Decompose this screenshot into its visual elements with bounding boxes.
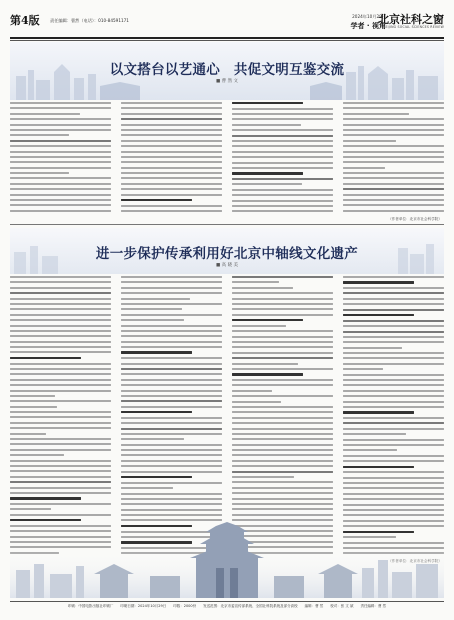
text-line <box>10 443 111 445</box>
text-line <box>10 325 111 327</box>
masthead-english: BEIJING SOCIAL SCIENCES REVIEW <box>383 25 444 29</box>
article2-column-4 <box>343 276 444 558</box>
text-line <box>232 113 333 115</box>
article2-banner <box>10 228 444 274</box>
text-line <box>343 309 444 311</box>
text-line <box>121 177 222 179</box>
text-line <box>232 281 279 283</box>
text-line <box>10 470 111 472</box>
text-line <box>121 140 222 142</box>
text-line <box>232 156 333 158</box>
text-line <box>343 509 444 511</box>
article2-column-1 <box>10 276 111 558</box>
text-line <box>343 276 444 278</box>
article1-body <box>10 102 444 216</box>
text-line <box>10 373 111 375</box>
text-line <box>121 167 222 169</box>
text-line <box>343 498 444 500</box>
text-line <box>232 384 333 386</box>
text-line <box>10 411 111 413</box>
text-line <box>343 298 444 300</box>
text-line <box>10 161 111 163</box>
text-line <box>232 492 333 494</box>
text-line <box>121 314 222 316</box>
text-line <box>343 107 444 109</box>
text-line <box>10 314 111 316</box>
text-line <box>121 438 184 440</box>
text-line <box>10 298 111 300</box>
text-line <box>232 145 333 147</box>
text-line <box>343 292 444 294</box>
text-line <box>232 406 333 408</box>
text-line <box>232 465 333 467</box>
article1-column-1 <box>10 102 111 216</box>
article2-column-3 <box>232 276 333 558</box>
text-line <box>232 422 333 424</box>
text-line <box>232 460 333 462</box>
text-line <box>343 390 444 392</box>
text-line <box>121 287 222 289</box>
text-line <box>10 134 69 136</box>
text-line <box>10 341 111 343</box>
text-line <box>121 373 222 375</box>
text-line <box>10 145 111 147</box>
text-line <box>10 319 111 321</box>
text-line <box>121 493 222 495</box>
text-line <box>121 113 222 115</box>
article1-byline: ■ 曹 然 文 <box>215 79 239 84</box>
text-line <box>343 167 385 169</box>
text-line <box>10 508 51 510</box>
text-line <box>121 482 222 484</box>
text-line <box>343 287 444 289</box>
text-line <box>232 346 333 348</box>
text-line <box>232 352 333 354</box>
text-line <box>232 498 333 500</box>
text-line <box>121 210 222 212</box>
text-line <box>232 298 333 300</box>
text-line <box>343 422 444 424</box>
section-name: 学者 · 视角 <box>350 22 386 30</box>
text-line <box>121 368 222 370</box>
text-line <box>10 400 111 402</box>
text-line <box>10 107 111 109</box>
text-line <box>343 379 444 381</box>
text-line <box>121 498 222 500</box>
text-line <box>121 444 222 446</box>
text-line <box>343 210 444 212</box>
text-line <box>343 331 444 333</box>
text-line <box>232 454 333 456</box>
text-line <box>232 276 333 278</box>
text-line <box>121 102 222 104</box>
text-line <box>232 411 333 413</box>
text-line <box>121 346 222 348</box>
text-line <box>343 504 444 506</box>
text-line <box>10 330 111 332</box>
text-line <box>232 129 333 131</box>
text-line <box>343 357 444 359</box>
text-line <box>232 401 281 403</box>
text-line <box>10 276 111 278</box>
text-line <box>343 129 444 131</box>
text-line <box>121 161 222 163</box>
text-line <box>121 411 192 413</box>
text-line <box>121 335 222 337</box>
text-line <box>232 379 333 381</box>
text-line <box>121 325 222 327</box>
text-line <box>232 487 333 489</box>
text-line <box>232 124 301 126</box>
text-line <box>121 449 222 451</box>
text-line <box>232 108 333 110</box>
text-line <box>232 178 333 180</box>
text-line <box>10 292 111 294</box>
article2-byline: ■ 高 晓 美 <box>215 263 239 268</box>
text-line <box>121 503 222 505</box>
text-line <box>10 422 111 424</box>
text-line <box>121 107 222 109</box>
text-line <box>343 411 414 413</box>
text-line <box>121 118 222 120</box>
article1-source: （作者单位：北京市社会科学院） <box>388 217 442 221</box>
text-line <box>343 401 444 403</box>
text-line <box>10 406 57 408</box>
text-line <box>232 481 333 483</box>
text-line <box>343 444 444 446</box>
text-line <box>10 140 111 142</box>
text-line <box>10 156 111 158</box>
text-line <box>232 476 294 478</box>
text-line <box>121 308 182 310</box>
text-line <box>10 177 111 179</box>
text-line <box>121 390 222 392</box>
text-line <box>10 113 80 115</box>
text-line <box>10 167 111 169</box>
text-line <box>10 204 111 206</box>
text-line <box>10 151 111 153</box>
text-line <box>232 438 333 440</box>
text-line <box>10 287 111 289</box>
text-line <box>121 341 222 343</box>
text-line <box>121 151 222 153</box>
text-line <box>343 368 383 370</box>
text-line <box>343 199 444 201</box>
text-line <box>121 129 222 131</box>
text-line <box>10 303 111 305</box>
text-line <box>10 172 69 174</box>
text-line <box>10 351 111 353</box>
text-line <box>343 314 414 316</box>
text-line <box>121 319 184 321</box>
text-line <box>232 395 333 397</box>
text-line <box>10 384 111 386</box>
text-line <box>343 177 444 179</box>
text-line <box>343 374 444 376</box>
text-line <box>10 416 111 418</box>
text-line <box>232 287 293 289</box>
text-line <box>232 514 333 516</box>
text-line <box>121 471 222 473</box>
text-line <box>343 428 444 430</box>
text-line <box>343 151 444 153</box>
text-line <box>121 183 222 185</box>
text-line <box>10 487 111 489</box>
article2-column-2 <box>121 276 222 558</box>
text-line <box>10 492 111 494</box>
text-line <box>232 135 333 137</box>
text-line <box>10 395 55 397</box>
text-line <box>343 188 444 190</box>
article1-column-4 <box>343 102 444 216</box>
beijing-skyline-illustration <box>10 520 444 598</box>
text-line <box>232 444 333 446</box>
header-rule <box>10 37 444 39</box>
text-line <box>343 336 444 338</box>
text-line <box>121 395 222 397</box>
text-line <box>343 384 444 386</box>
text-line <box>121 330 222 332</box>
text-line <box>343 156 444 158</box>
text-line <box>10 346 111 348</box>
text-line <box>121 428 222 430</box>
text-line <box>10 514 111 516</box>
text-line <box>10 102 111 104</box>
text-line <box>343 352 444 354</box>
text-line <box>121 194 222 196</box>
text-line <box>10 124 111 126</box>
text-line <box>343 204 444 206</box>
text-line <box>10 503 111 505</box>
text-line <box>121 509 222 511</box>
text-line <box>343 466 414 468</box>
text-line <box>121 298 190 300</box>
text-line <box>10 357 81 359</box>
text-line <box>343 417 444 419</box>
text-line <box>232 330 333 332</box>
header-rule-thin <box>10 40 444 41</box>
text-line <box>121 384 222 386</box>
page-header <box>10 12 444 34</box>
text-line <box>121 172 222 174</box>
text-line <box>232 172 303 174</box>
article-separator <box>10 224 444 225</box>
text-line <box>121 124 222 126</box>
text-line <box>232 303 333 305</box>
text-line <box>121 199 192 201</box>
text-line <box>343 281 414 283</box>
text-line <box>121 400 222 402</box>
text-line <box>343 493 444 495</box>
text-line <box>10 433 46 435</box>
text-line <box>343 113 409 115</box>
text-line <box>10 497 81 499</box>
text-line <box>121 476 192 478</box>
text-line <box>343 194 444 196</box>
text-line <box>10 390 111 392</box>
text-line <box>232 292 333 294</box>
article1-banner <box>10 42 444 100</box>
text-line <box>121 422 222 424</box>
text-line <box>232 357 333 359</box>
text-line <box>343 514 444 516</box>
text-line <box>232 183 302 185</box>
text-line <box>232 189 333 191</box>
text-line <box>232 390 272 392</box>
article1-column-2 <box>121 102 222 216</box>
text-line <box>10 183 111 185</box>
text-line <box>121 292 222 294</box>
text-line <box>10 481 111 483</box>
text-line <box>232 471 333 473</box>
text-line <box>343 487 444 489</box>
text-line <box>10 438 111 440</box>
text-line <box>121 487 173 489</box>
text-line <box>121 145 222 147</box>
text-line <box>232 194 333 196</box>
text-line <box>343 455 444 457</box>
editor-line: 责任编辑：曹然（电话）：010-84591171 <box>50 18 129 23</box>
text-line <box>10 129 111 131</box>
text-line <box>343 439 444 441</box>
text-line <box>10 454 64 456</box>
article2-body <box>10 276 444 558</box>
text-line <box>343 140 396 142</box>
text-line <box>232 363 298 365</box>
text-line <box>10 363 111 365</box>
text-line <box>10 476 111 478</box>
text-line <box>232 373 303 375</box>
text-line <box>343 102 444 104</box>
text-line <box>121 514 222 516</box>
issue-date: 2024年10月29日 <box>352 14 386 19</box>
text-line <box>343 124 444 126</box>
text-line <box>232 503 333 505</box>
text-line <box>121 417 222 419</box>
article1-column-3 <box>232 102 333 216</box>
text-line <box>343 347 402 349</box>
text-line <box>232 118 333 120</box>
text-line <box>121 281 222 283</box>
text-line <box>10 465 111 467</box>
text-line <box>343 341 444 343</box>
text-line <box>232 308 333 310</box>
text-line <box>121 433 222 435</box>
text-line <box>343 145 444 147</box>
text-line <box>121 406 222 408</box>
text-line <box>232 336 333 338</box>
text-line <box>343 471 444 473</box>
text-line <box>343 303 444 305</box>
text-line <box>10 368 111 370</box>
text-line <box>343 118 444 120</box>
text-line <box>343 172 444 174</box>
text-line <box>10 194 111 196</box>
text-line <box>121 205 222 207</box>
text-line <box>343 449 397 451</box>
text-line <box>232 205 333 207</box>
article1-title: 以文搭台以艺通心 共促文明互鉴交流 <box>109 62 345 78</box>
text-line <box>121 303 222 305</box>
text-line <box>343 134 444 136</box>
text-line <box>10 427 111 429</box>
text-line <box>121 357 222 359</box>
text-line <box>343 477 444 479</box>
footer-info: 印刷：中国电影出版社印刷厂 印刷日期：2024年10月29日 印数：2000份 发送范围：北京市委宣传部系统、全国社科院系统及部分高校 编辑：曹 然 校对：张 文 斌 责任编辑：曹 然 <box>67 604 387 608</box>
text-line <box>10 379 111 381</box>
text-line <box>343 320 444 322</box>
text-line <box>10 308 111 310</box>
text-line <box>10 188 111 190</box>
text-line <box>10 335 111 337</box>
footer-rule <box>10 601 444 602</box>
text-line <box>232 200 333 202</box>
text-line <box>343 363 444 365</box>
text-line <box>232 140 333 142</box>
edition-number: 第4版 <box>10 14 40 27</box>
text-line <box>343 482 444 484</box>
text-line <box>121 454 222 456</box>
text-line <box>232 102 303 104</box>
text-line <box>232 428 333 430</box>
text-line <box>232 325 286 327</box>
text-line <box>10 210 111 212</box>
text-line <box>121 465 222 467</box>
text-line <box>343 433 406 435</box>
text-line <box>232 314 333 316</box>
text-line <box>232 151 333 153</box>
temple-skyline-icon <box>10 520 444 598</box>
text-line <box>232 449 333 451</box>
text-line <box>121 134 222 136</box>
text-line <box>232 341 333 343</box>
text-line <box>121 276 222 278</box>
text-line <box>343 406 444 408</box>
text-line <box>232 368 333 370</box>
text-line <box>121 460 222 462</box>
text-line <box>10 118 111 120</box>
masthead: 北京社科之窗 <box>378 13 444 26</box>
text-line <box>121 351 192 353</box>
text-line <box>121 156 222 158</box>
text-line <box>10 449 111 451</box>
text-line <box>232 433 333 435</box>
text-line <box>232 162 333 164</box>
text-line <box>232 319 303 321</box>
text-line <box>10 281 111 283</box>
text-line <box>343 183 444 185</box>
text-line <box>232 508 333 510</box>
text-line <box>232 417 333 419</box>
text-line <box>10 460 111 462</box>
text-line <box>232 167 333 169</box>
text-line <box>121 363 222 365</box>
article2-title: 进一步保护传承利用好北京中轴线文化遗产 <box>95 246 359 262</box>
text-line <box>232 210 333 212</box>
text-line <box>343 161 444 163</box>
text-line <box>343 460 444 462</box>
text-line <box>343 395 444 397</box>
text-line <box>121 188 222 190</box>
text-line <box>121 379 222 381</box>
text-line <box>343 325 444 327</box>
text-line <box>10 199 111 201</box>
